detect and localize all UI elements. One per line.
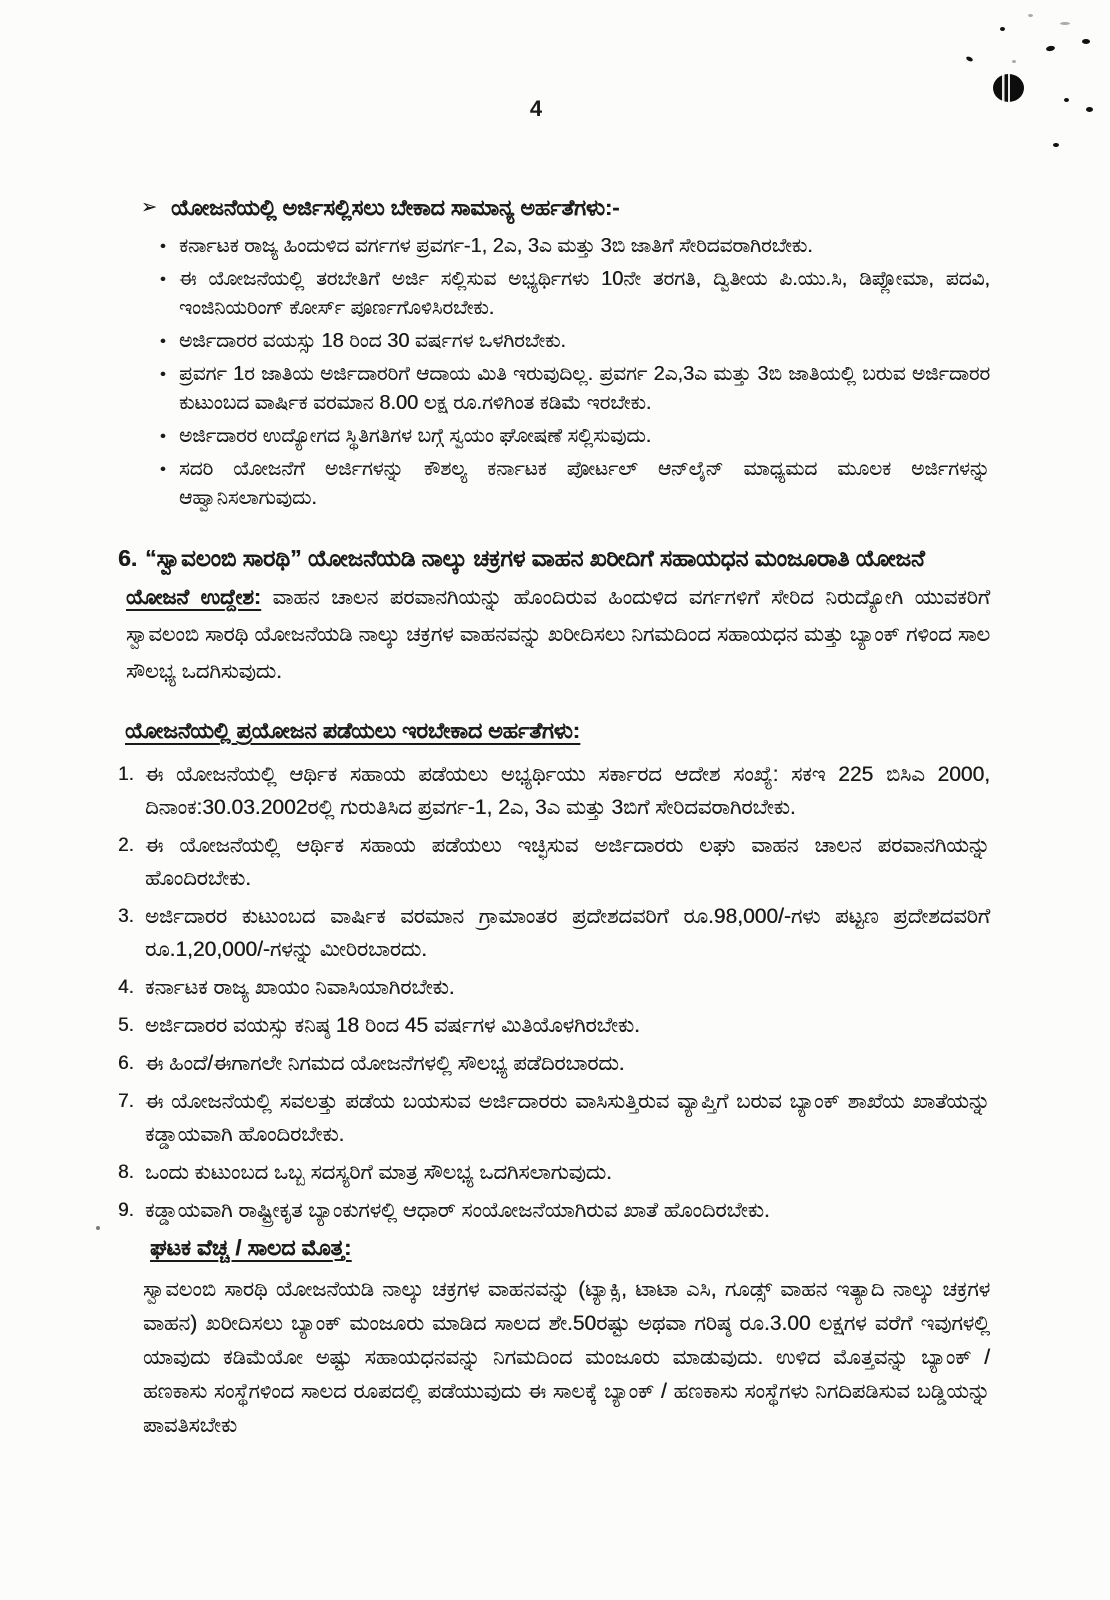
item-number: 7. — [118, 1091, 134, 1112]
numbered-item — [118, 1085, 990, 1151]
bullet-icon: • — [160, 333, 166, 350]
general-eligibility-list — [160, 232, 990, 513]
bullet-text: ಪ್ರವರ್ಗ 1ರ ಜಾತಿಯ ಅರ್ಜಿದಾರರಿಗೆ ಆದಾಯ ಮಿತಿ ಇರುವುದಿಲ್ಲ. ಪ್ರವರ್ಗ 2ಎ,3ಎ ಮತ್ತು 3ಬಿ ಜಾತಿಯಲ್ಲಿ ಬರುವ ಅರ್ಜಿದಾರರ ಕುಟುಂಬದ ವಾರ್ಷಿಕ ವರಮಾನ 8.00 ಲಕ್ಷ ರೂ.ಗಳಿಗಿಂತ ಕಡಿಮೆ ಇರಬೇಕು. — [179, 363, 990, 414]
item-text: ಈ ಹಿಂದೆ/ಈಗಾಗಲೇ ನಿಗಮದ ಯೋಜನೆಗಳಲ್ಲಿ ಸೌಲಭ್ಯ ಪಡೆದಿರಬಾರದು. — [145, 1052, 625, 1075]
numbered-item — [118, 1047, 990, 1080]
scan-speck — [1064, 98, 1069, 102]
section-6-title — [118, 539, 990, 577]
item-number: 2. — [118, 835, 134, 856]
unit-cost-heading: ಘಟಕ ವೆಚ್ಚ / ಸಾಲದ ಮೊತ್ತ: — [150, 1235, 352, 1260]
item-text: ಈ ಯೋಜನೆಯಲ್ಲಿ ಆರ್ಥಿಕ ಸಹಾಯ ಪಡೆಯಲು ಅಭ್ಯರ್ಥಿಯು ಸರ್ಕಾರದ ಆದೇಶ ಸಂಖ್ಯೆ: ಸಕಇ 225 ಬಿಸಿಎ 2000, ದಿನಾಂಕ:30.03.2002ರಲ್ಲಿ ಗುರುತಿಸಿದ ಪ್ರವರ್ಗ-1, 2ಎ, 3ಎ ಮತ್ತು 3ಬಿಗೆ ಸೇರಿದವರಾಗಿರಬೇಕು. — [145, 763, 990, 819]
item-text: ಈ ಯೋಜನೆಯಲ್ಲಿ ಸವಲತ್ತು ಪಡೆಯ ಬಯಸುವ ಅರ್ಜಿದಾರರು ವಾಸಿಸುತ್ತಿರುವ ವ್ಯಾಪ್ತಿಗೆ ಬರುವ ಬ್ಯಾಂಕ್ ಶಾಖೆಯ ಖಾತೆಯನ್ನು ಕಡ್ಡಾಯವಾಗಿ ಹೊಂದಿರಬೇಕು. — [145, 1090, 990, 1146]
bullet-item — [160, 265, 990, 323]
bullet-text: ಅರ್ಜಿದಾರರ ಉದ್ಯೋಗದ ಸ್ಥಿತಿಗತಿಗಳ ಬಗ್ಗೆ ಸ್ವಯಂ ಘೋಷಣೆ ಸಲ್ಲಿಸುವುದು. — [179, 425, 652, 447]
scan-speck — [965, 56, 973, 63]
bullet-icon: • — [160, 428, 166, 445]
numbered-item — [118, 971, 990, 1004]
scan-speck — [1046, 45, 1056, 52]
numbered-item — [118, 758, 990, 824]
section-number: 6. — [118, 545, 138, 571]
bullet-item — [160, 232, 990, 261]
bullet-item — [160, 327, 990, 356]
arrow-bullet-icon: ➢ — [141, 197, 157, 218]
item-text: ಕರ್ನಾಟಕ ರಾಜ್ಯ ಖಾಯಂ ನಿವಾಸಿಯಾಗಿರಬೇಕು. — [145, 976, 455, 999]
item-number: 8. — [118, 1162, 134, 1183]
scheme-objective-paragraph — [126, 579, 990, 690]
unit-cost-paragraph: ಸ್ವಾವಲಂಬಿ ಸಾರಥಿ ಯೋಜನೆಯಡಿ ನಾಲ್ಕು ಚಕ್ರಗಳ ವಾಹನವನ್ನು (ಟ್ಯಾಕ್ಸಿ, ಟಾಟಾ ಎಸಿ, ಗೂಡ್ಸ್ ವಾಹನ ಇತ್ಯಾದಿ ನಾಲ್ಕು ಚಕ್ರಗಳ ವಾಹನ) ಖರೀದಿಸಲು ಬ್ಯಾಂಕ್ ಮಂಜೂರು ಮಾಡಿದ ಸಾಲದ ಶೇ.50ರಷ್ಟು ಅಥವಾ ಗರಿಷ್ಠ ರೂ.3.00 ಲಕ್ಷಗಳ ವರೆಗೆ ಇವುಗಳಲ್ಲಿ ಯಾವುದು ಕಡಿಮೆಯೋ ಅಷ್ಟು ಸಹಾಯಧನವನ್ನು ನಿಗಮದಿಂದ ಮಂಜೂರು ಮಾಡುವುದು. ಉಳಿದ ಮೊತ್ತವನ್ನು ಬ್ಯಾಂಕ್ / ಹಣಕಾಸು ಸಂಸ್ಥೆಗಳಿಂದ ಸಾಲದ ರೂಪದಲ್ಲಿ ಪಡೆಯುವುದು ಈ ಸಾಲಕ್ಕೆ ಬ್ಯಾಂಕ್ / ಹಣಕಾಸು ಸಂಸ್ಥೆಗಳು ನಿಗದಿಪಡಿಸುವ ಬಡ್ಡಿಯನ್ನು ಪಾವತಿಸಬೇಕು — [143, 1278, 990, 1437]
item-number: 5. — [118, 1015, 134, 1036]
bullet-text: ಕರ್ನಾಟಕ ರಾಜ್ಯ ಹಿಂದುಳಿದ ವರ್ಗಗಳ ಪ್ರವರ್ಗ-1, 2ಎ, 3ಎ ಮತ್ತು 3ಬಿ ಜಾತಿಗೆ ಸೇರಿದವರಾಗಿರಬೇಕು. — [179, 235, 813, 257]
bullet-icon: • — [160, 366, 166, 383]
general-eligibility-heading — [141, 192, 990, 224]
item-text: ಒಂದು ಕುಟುಂಬದ ಒಬ್ಬ ಸದಸ್ಯರಿಗೆ ಮಾತ್ರ ಸೌಲಭ್ಯ ಒದಗಿಸಲಾಗುವುದು. — [145, 1161, 612, 1184]
item-text: ಅರ್ಜಿದಾರರ ವಯಸ್ಸು ಕನಿಷ್ಠ 18 ರಿಂದ 45 ವರ್ಷಗಳ ಮಿತಿಯೊಳಗಿರಬೇಕು. — [145, 1014, 640, 1037]
page-number: 4 — [529, 96, 543, 121]
item-number: 3. — [118, 906, 134, 927]
objective-label: ಯೋಜನೆ ಉದ್ದೇಶ: — [126, 586, 261, 609]
document-body — [118, 192, 990, 1443]
bullet-icon: • — [160, 271, 166, 288]
numbered-item — [118, 1194, 990, 1227]
bullet-icon: • — [160, 238, 166, 255]
scheme-eligibility-list — [118, 758, 990, 1227]
bullet-text: ಅರ್ಜಿದಾರರ ವಯಸ್ಸು 18 ರಿಂದ 30 ವರ್ಷಗಳ ಒಳಗಿರಬೇಕು. — [179, 330, 566, 352]
scan-speck — [1082, 39, 1090, 44]
bullet-item — [160, 455, 990, 513]
item-number: 4. — [118, 977, 134, 998]
bullet-item — [160, 422, 990, 451]
ink-punch-mark — [993, 74, 1024, 102]
objective-text: ವಾಹನ ಚಾಲನ ಪರವಾನಗಿಯನ್ನು ಹೊಂದಿರುವ ಹಿಂದುಳಿದ ವರ್ಗಗಳಿಗೆ ಸೇರಿದ ನಿರುದ್ಯೋಗಿ ಯುವಕರಿಗೆ ಸ್ವಾವಲಂಬಿ ಸಾರಥಿ ಯೋಜನೆಯಡಿ ನಾಲ್ಕು ಚಕ್ರಗಳ ವಾಹನವನ್ನು ಖರೀದಿಸಲು ನಿಗಮದಿಂದ ಸಹಾಯಧನ ಮತ್ತು ಬ್ಯಾಂಕ್ ಗಳಿಂದ ಸಾಲ ಸೌಲಭ್ಯ ಒದಗಿಸುವುದು. — [126, 586, 990, 683]
bullet-icon: • — [160, 461, 166, 478]
general-eligibility-heading-text: ಯೋಜನೆಯಲ್ಲಿ ಅರ್ಜಿಸಲ್ಲಿಸಲು ಬೇಕಾದ ಸಾಮಾನ್ಯ ಅರ್ಹತೆಗಳು:- — [171, 195, 620, 220]
scan-speck — [96, 1226, 100, 1230]
item-text: ಅರ್ಜಿದಾರರ ಕುಟುಂಬದ ವಾರ್ಷಿಕ ವರಮಾನ ಗ್ರಾಮಾಂತರ ಪ್ರದೇಶದವರಿಗೆ ರೂ.98,000/-ಗಳು ಪಟ್ಟಣ ಪ್ರದೇಶದವರಿಗೆ ರೂ.1,20,000/-ಗಳನ್ನು ಮೀರಿರಬಾರದು. — [145, 905, 990, 961]
item-text: ಕಡ್ಡಾಯವಾಗಿ ರಾಷ್ಟ್ರೀಕೃತ ಬ್ಯಾಂಕುಗಳಲ್ಲಿ ಆಧಾರ್ ಸಂಯೋಜನೆಯಾಗಿರುವ ಖಾತೆ ಹೊಂದಿರಬೇಕು. — [145, 1199, 770, 1222]
scan-speck — [1028, 14, 1033, 17]
scheme-eligibility-heading: ಯೋಜನೆಯಲ್ಲಿ ಪ್ರಯೋಜನ ಪಡೆಯಲು ಇರಬೇಕಾದ ಅರ್ಹತೆಗಳು: — [125, 718, 581, 743]
item-text: ಈ ಯೋಜನೆಯಲ್ಲಿ ಆರ್ಥಿಕ ಸಹಾಯ ಪಡೆಯಲು ಇಚ್ಛಿಸುವ ಅರ್ಜಿದಾರರು ಲಘು ವಾಹನ ಚಾಲನ ಪರವಾನಗಿಯನ್ನು ಹೊಂದಿರಬೇಕು. — [145, 834, 990, 890]
scan-speck — [1000, 27, 1005, 31]
item-number: 9. — [118, 1200, 134, 1221]
scan-speck — [1060, 22, 1070, 25]
item-number: 1. — [118, 764, 134, 785]
numbered-item — [118, 1009, 990, 1042]
numbered-item — [118, 900, 990, 966]
bullet-text: ಸದರಿ ಯೋಜನೆಗೆ ಅರ್ಜಿಗಳನ್ನು ಕೌಶಲ್ಯ ಕರ್ನಾಟಕ ಪೋರ್ಟಲ್ ಆನ್‌ಲೈನ್ ಮಾಧ್ಯಮದ ಮೂಲಕ ಅರ್ಜಿಗಳನ್ನು ಆಹ್ವಾನಿಸಲಾಗುವುದು. — [179, 458, 990, 509]
bullet-item — [160, 360, 990, 418]
numbered-item — [118, 829, 990, 895]
numbered-item — [118, 1156, 990, 1189]
scan-speck — [1053, 143, 1059, 147]
scan-speck — [1086, 107, 1093, 112]
bullet-text: ಈ ಯೋಜನೆಯಲ್ಲಿ ತರಬೇತಿಗೆ ಅರ್ಜಿ ಸಲ್ಲಿಸುವ ಅಭ್ಯರ್ಥಿಗಳು 10ನೇ ತರಗತಿ, ದ್ವಿತೀಯ ಪಿ.ಯು.ಸಿ, ಡಿಪ್ಲೋಮಾ, ಪದವಿ, ಇಂಜಿನಿಯರಿಂಗ್ ಕೋರ್ಸ್ ಪೂರ್ಣಗೊಳಿಸಿರಬೇಕು. — [179, 268, 990, 319]
item-number: 6. — [118, 1053, 134, 1074]
section-title-text: “ಸ್ವಾವಲಂಬಿ ಸಾರಥಿ” ಯೋಜನೆಯಡಿ ನಾಲ್ಕು ಚಕ್ರಗಳ ವಾಹನ ಖರೀದಿಗೆ ಸಹಾಯಧನ ಮಂಜೂರಾತಿ ಯೋಜನೆ — [145, 545, 925, 571]
scan-speck — [1012, 60, 1016, 63]
